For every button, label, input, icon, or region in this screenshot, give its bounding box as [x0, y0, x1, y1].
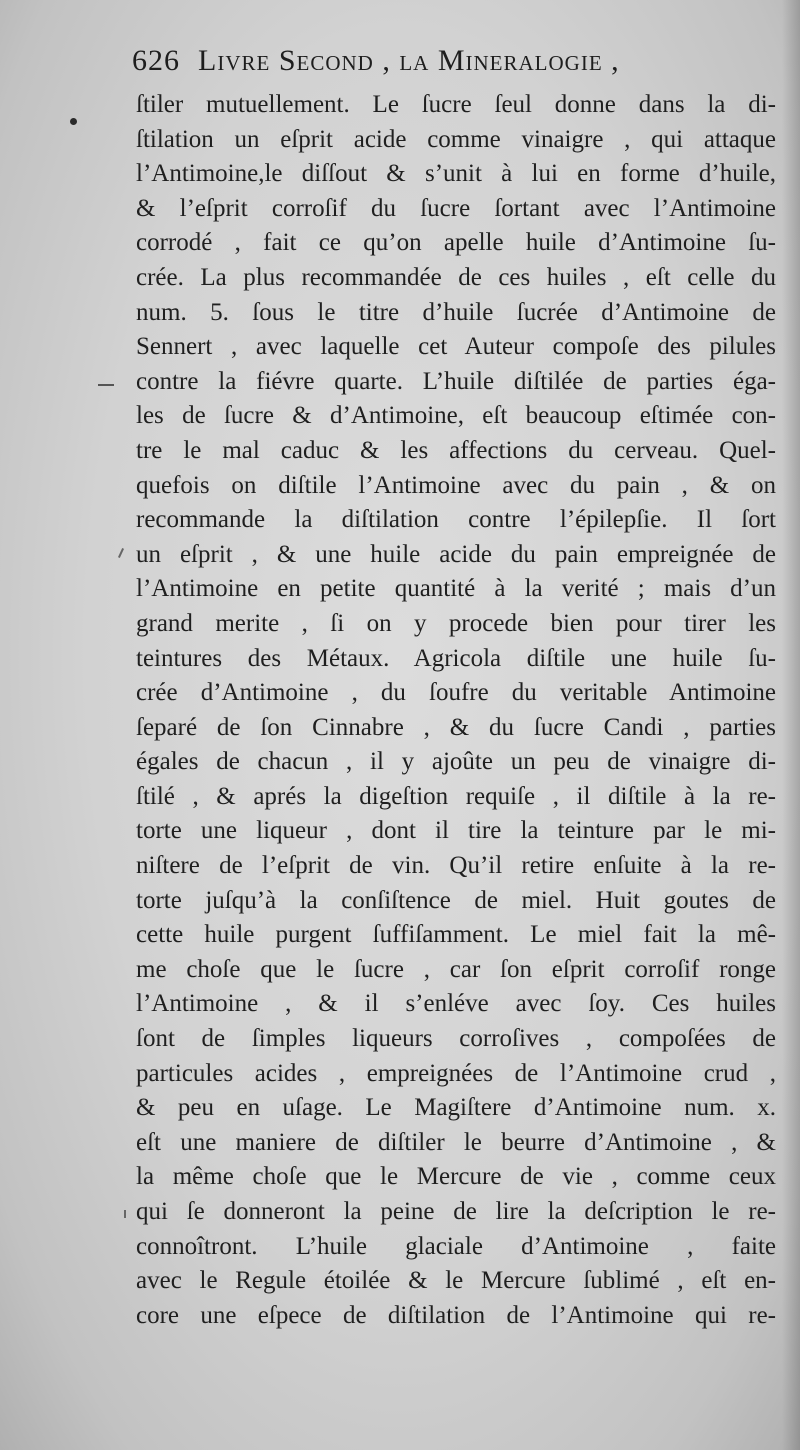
text-line: égales de chacun , il y ajoûte un peu de vinaigre di- — [136, 748, 776, 776]
margin-dot — [70, 118, 77, 125]
text-line: torte une liqueur , dont il tire la teinture par le mi- — [136, 817, 776, 845]
text-line: l’Antimoine , & il s’enléve avec ſoy. Ces huiles — [136, 990, 776, 1018]
text-line: corrodé , fait ce qu’on apelle huile d’Antimoine ſu- — [136, 229, 776, 257]
body-text — [136, 88, 776, 1333]
text-line: l’Antimoine en petite quantité à la verité ; mais d’un — [136, 575, 776, 603]
text-line: un eſprit , & une huile acide du pain empreignée de — [136, 540, 776, 568]
text-line: particules acides , empreignées de l’Antimoine crud , — [136, 1059, 776, 1087]
text-line: crée. La plus recommandée de ces huiles , eſt celle du — [136, 263, 776, 291]
text-line: torte juſqu’à la conſiſtence de miel. Huit goutes de — [136, 886, 776, 914]
text-line: core une eſpece de diſtilation de l’Antimoine qui re- — [136, 1301, 776, 1329]
text-line: & peu en uſage. Le Magiſtere d’Antimoine num. x. — [136, 1094, 776, 1122]
margin-tick — [118, 548, 124, 558]
text-line: connoîtront. L’huile glaciale d’Antimoine , faite — [136, 1232, 776, 1260]
text-line: ſtiler mutuellement. Le ſucre ſeul donne dans la di- — [136, 91, 776, 118]
text-line: recommande la diſtilation contre l’épilepſie. Il ſort — [136, 506, 776, 534]
text-line: crée d’Antimoine , du ſoufre du veritable Antimoine — [136, 679, 776, 707]
text-line: teintures des Métaux. Agricola diſtile une huile ſu- — [136, 644, 776, 672]
margin-tick-lower — [124, 1210, 126, 1218]
text-line: Sennert , avec laquelle cet Auteur compoſe des pilules — [136, 333, 776, 361]
text-line: la même choſe que le Mercure de vie , comme ceux — [136, 1163, 776, 1191]
text-line: ſtilé , & aprés la digeſtion requiſe , il diſtile à la re- — [136, 782, 776, 810]
text-line: ſeparé de ſon Cinnabre , & du ſucre Candi , parties — [136, 713, 776, 741]
page-number: 626 — [132, 44, 180, 77]
text-line: ſtilation un eſprit acide comme vinaigre , qui attaque — [136, 125, 776, 153]
page-edge-shadow — [782, 0, 800, 1450]
text-line: niſtere de l’eſprit de vin. Qu’il retire enſuite à la re- — [136, 852, 776, 880]
text-line: grand merite , ſi on y procede bien pour tirer les — [136, 609, 776, 637]
page-header — [132, 44, 772, 94]
text-line: les de ſucre & d’Antimoine, eſt beaucoup eſtimée con- — [136, 402, 776, 430]
text-line: & l’eſprit corroſif du ſucre ſortant avec l’Antimoine — [136, 194, 776, 222]
text-line: quefois on diſtile l’Antimoine avec du pain , & on — [136, 471, 776, 499]
running-head: Livre Second , la Mineralogie , — [198, 44, 620, 77]
text-line: qui ſe donneront la peine de lire la deſcription le re- — [136, 1198, 776, 1225]
text-line: ſont de ſimples liqueurs corroſives , compoſées de — [136, 1025, 776, 1053]
text-line: num. 5. ſous le titre d’huile ſucrée d’Antimoine de — [136, 298, 776, 326]
text-line: cette huile purgent ſuffiſamment. Le miel fait la mê- — [136, 921, 776, 949]
margin-dash — [98, 384, 114, 386]
text-line: l’Antimoine,le diſſout & s’unit à lui en forme d’huile, — [136, 160, 776, 188]
text-line: tre le mal caduc & les affections du cerveau. Quel- — [136, 436, 776, 464]
text-line: avec le Regule étoilée & le Mercure ſublimé , eſt en- — [136, 1267, 776, 1295]
text-line: contre la fiévre quarte. L’huile diſtilée de parties éga- — [136, 367, 776, 395]
text-line: eſt une maniere de diſtiler le beurre d’Antimoine , & — [136, 1128, 776, 1156]
text-line: me choſe que le ſucre , car ſon eſprit corroſif ronge — [136, 955, 776, 983]
